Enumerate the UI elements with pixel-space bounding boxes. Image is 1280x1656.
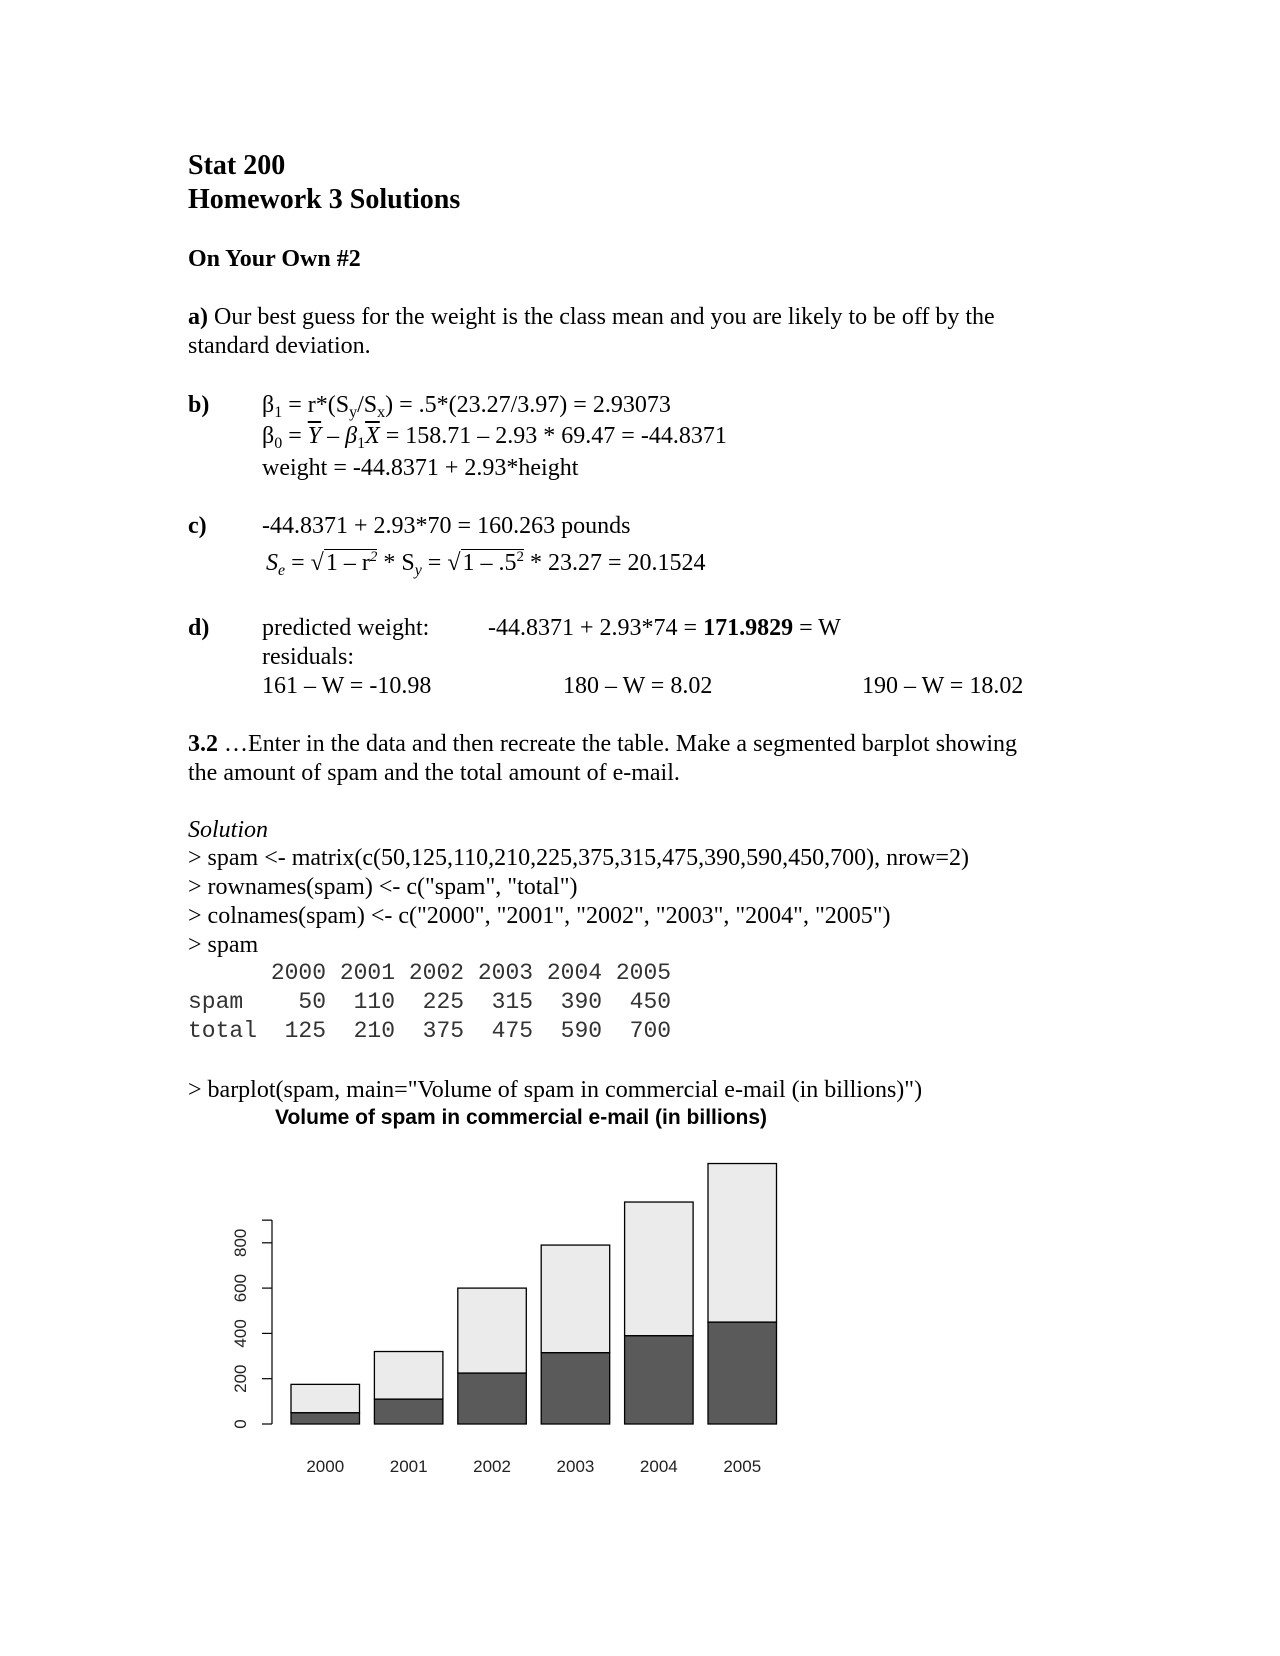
table-row-total: total 125 210 375 475 590 700	[188, 1018, 672, 1044]
sqrt-sign-1: √	[310, 550, 324, 576]
x-bar: $\overline{X}$	[365, 423, 380, 449]
y-tick-label: 800	[231, 1228, 250, 1257]
se-eq2-text: =	[421, 550, 448, 576]
beta1-result: ) = .5*(23.27/3.97) = 2.93073	[385, 392, 671, 418]
regression-equation: weight = -44.8371 + 2.93*height	[262, 455, 579, 481]
beta0-eq-text: =	[282, 423, 308, 449]
residual-2: 180 – W = 8.02	[563, 673, 713, 699]
radicand-2-text: 1 – .5	[462, 550, 517, 576]
predicted-label: predicted weight:	[262, 615, 430, 641]
beta1-slash-text: /S	[357, 392, 378, 418]
se-eq-text: =	[285, 550, 311, 576]
bar-segment-spam	[374, 1399, 443, 1424]
radicand-1-exp: 2	[369, 549, 378, 565]
beta-hat-subscript: 1	[357, 435, 366, 452]
y-tick-label: 600	[231, 1273, 250, 1303]
x-tick-label: 2000	[306, 1457, 345, 1476]
sqrt-sign-2: √	[447, 550, 461, 576]
prediction-70: -44.8371 + 2.93*70 = 160.263 pounds	[262, 513, 631, 539]
bar-segment-total	[374, 1352, 443, 1400]
y-tick-label: 200	[231, 1364, 250, 1393]
part-b-label: b)	[188, 392, 210, 418]
x-tick-label: 2003	[556, 1457, 595, 1476]
code-line-1: > spam <- matrix(c(50,125,110,210,225,375,315,475,390,590,450,700), nrow=2)	[188, 845, 969, 871]
solution-label: Solution	[188, 817, 269, 843]
x-tick-label: 2004	[639, 1457, 678, 1476]
code-line-4: > spam	[188, 932, 259, 958]
predicted-suffix: = W	[793, 615, 841, 641]
beta0-symbol: β	[262, 423, 275, 449]
x-tick-label: 2002	[473, 1457, 511, 1476]
bar-segment-total	[458, 1288, 527, 1373]
bar-segment-spam	[625, 1336, 694, 1424]
problem-3-2-label: 3.2	[188, 731, 218, 757]
se-symbol: S	[266, 550, 278, 576]
predicted-value: 171.9829	[703, 615, 794, 641]
part-d-label: d)	[188, 615, 210, 641]
table-header-row: 2000 2001 2002 2003 2004 2005	[188, 960, 672, 986]
part-a-text-line1: Our best guess for the weight is the class mean and you are likely to be off by the	[208, 304, 995, 330]
part-c-label: c)	[188, 513, 207, 539]
residuals-label: residuals:	[262, 644, 354, 670]
bar-segment-total	[708, 1164, 777, 1323]
bar-segment-total	[625, 1202, 694, 1336]
beta1-subscript: 1	[274, 404, 283, 421]
y-tick-label: 400	[231, 1319, 250, 1348]
predicted-expr-text: -44.8371 + 2.93*74 =	[488, 615, 704, 641]
radicand-2-exp: 2	[516, 549, 525, 565]
beta0-minus: –	[321, 423, 346, 449]
radicand-1-text: 1 – r	[325, 550, 370, 576]
beta1-symbol: β	[262, 392, 275, 418]
x-tick-label: 2005	[723, 1457, 762, 1476]
problem-3-2-text-line2: the amount of spam and the total amount of e-mail.	[188, 760, 680, 786]
bar-segment-spam	[291, 1413, 360, 1424]
bar-segment-spam	[708, 1322, 777, 1424]
part-a-label: a)	[188, 304, 208, 330]
beta0-result: = 158.71 – 2.93 * 69.47 = -44.8371	[379, 423, 727, 449]
sx-subscript: x	[377, 404, 386, 421]
residual-3: 190 – W = 18.02	[862, 673, 1024, 699]
y-tick-label: 0	[231, 1419, 250, 1429]
sy-subscript: y	[349, 404, 358, 421]
bar-segment-total	[541, 1245, 610, 1353]
sy-subscript-2: y	[414, 562, 422, 579]
beta1-eq-text: = r*(S	[282, 392, 350, 418]
chart-title: Volume of spam in commercial e-mail (in billions)	[275, 1106, 768, 1129]
part-a-text-line2: standard deviation.	[188, 333, 371, 359]
beta-hat-symbol: β	[345, 423, 358, 449]
se-mid-text: * S	[377, 550, 415, 576]
section-heading: On Your Own #2	[188, 246, 361, 272]
bar-segment-spam	[541, 1353, 610, 1424]
code-line-3: > colnames(spam) <- c("2000", "2001", "2002", "2003", "2004", "2005")	[188, 903, 891, 929]
course-title: Stat 200	[188, 150, 286, 181]
se-result: * 23.27 = 20.1524	[524, 550, 706, 576]
bar-segment-spam	[458, 1373, 527, 1424]
se-subscript: e	[278, 562, 286, 579]
y-bar: $\overline{Y}$	[307, 423, 322, 449]
beta0-subscript: 0	[274, 435, 283, 452]
problem-3-2-text-line1: …Enter in the data and then recreate the table. Make a segmented barplot showing	[218, 731, 1018, 757]
code-line-2: > rownames(spam) <- c("spam", "total")	[188, 874, 578, 900]
document-title: Homework 3 Solutions	[188, 184, 461, 215]
x-tick-label: 2001	[389, 1457, 428, 1476]
residual-1: 161 – W = -10.98	[262, 673, 432, 699]
bar-segment-total	[291, 1384, 360, 1412]
barplot-command: > barplot(spam, main="Volume of spam in commercial e-mail (in billions)")	[188, 1077, 923, 1103]
table-row-spam: spam 50 110 225 315 390 450	[188, 989, 672, 1015]
